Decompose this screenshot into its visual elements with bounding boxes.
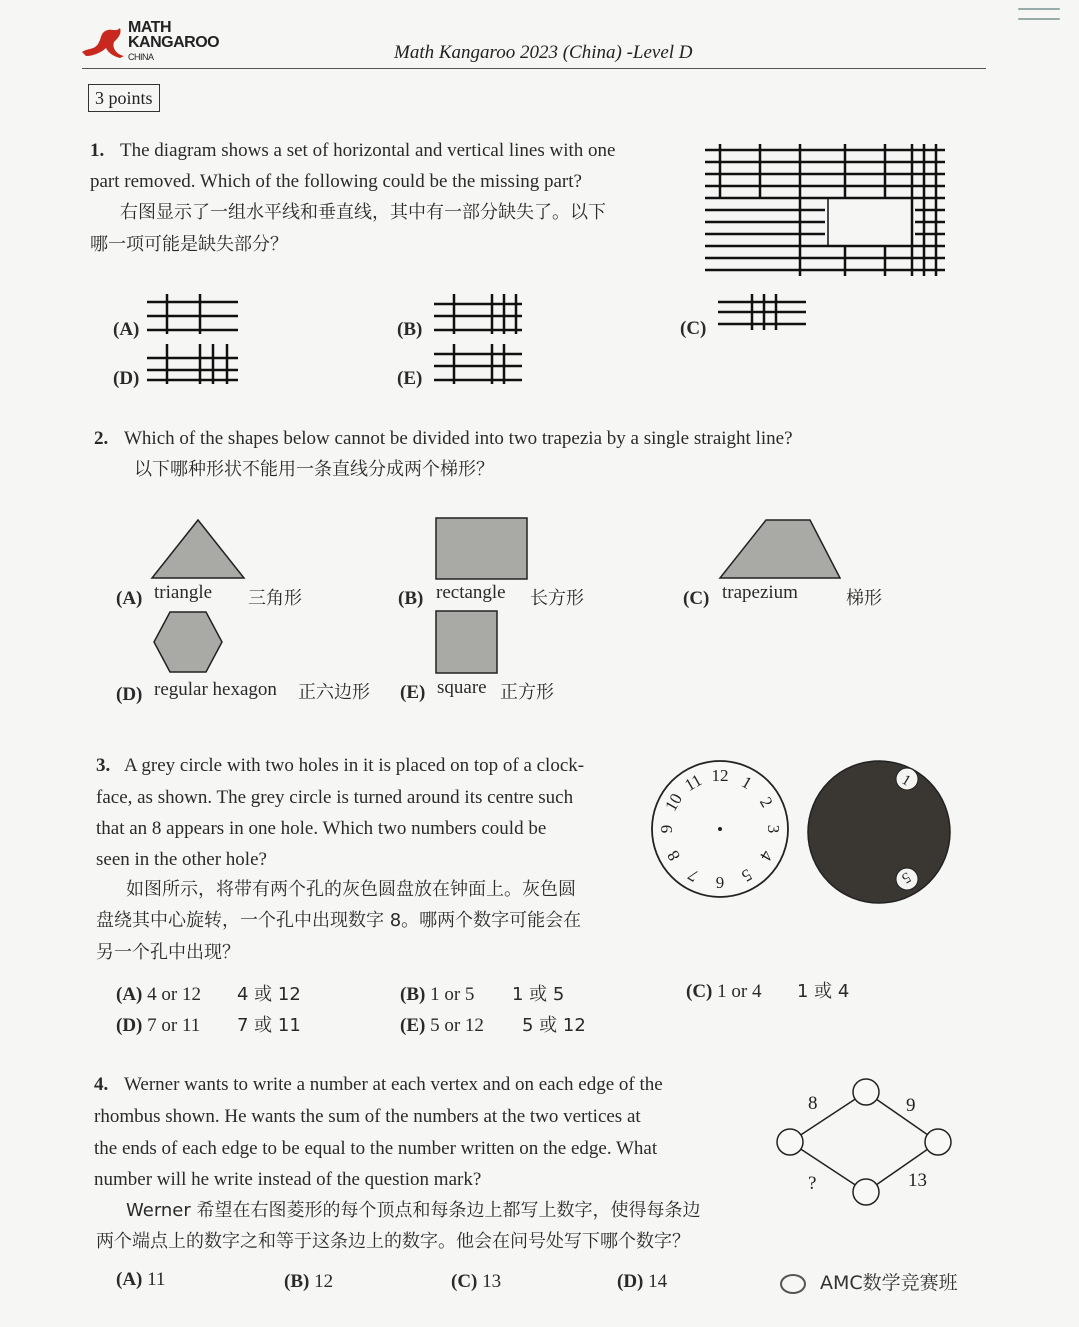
q2-option-e-cn: 正方形 bbox=[500, 682, 554, 703]
q2-text-en: Which of the shapes below cannot be divided into two trapezia by a single straight line? bbox=[124, 428, 793, 449]
square-shape bbox=[435, 610, 498, 674]
q3-text-en-2: face, as shown. The grey circle is turned around its centre such bbox=[96, 787, 574, 808]
q2-option-d-cn: 正六边形 bbox=[298, 682, 370, 703]
q4-text-en-4: number will he write instead of the question mark? bbox=[94, 1169, 482, 1190]
clock-face bbox=[650, 759, 790, 899]
vertex-right bbox=[925, 1129, 951, 1155]
q3-option-a[interactable]: (A) 4 or 12 bbox=[116, 984, 201, 1005]
q2-option-b-en: rectangle bbox=[436, 582, 506, 603]
q3-number: 3. bbox=[96, 755, 111, 776]
q3-text-en-1: A grey circle with two holes in it is placed on top of a clock- bbox=[124, 755, 585, 776]
q2-option-c-cn: 梯形 bbox=[846, 588, 882, 609]
q4-text-en-2: rhombus shown. He wants the sum of the numbers at the two vertices at bbox=[94, 1106, 641, 1127]
logo-text: MATH KANGAROO CHINA bbox=[128, 19, 220, 62]
q2-option-a-letter[interactable]: (A) bbox=[116, 588, 143, 609]
q1-grid-diagram bbox=[700, 140, 950, 280]
clock-number-12: 12 bbox=[711, 766, 729, 785]
q1-text-en-1: The diagram shows a set of horizontal and vertical lines with one bbox=[120, 140, 616, 161]
q2-option-d-en: regular hexagon bbox=[154, 679, 277, 700]
grey-disc bbox=[806, 759, 952, 905]
q3-text-cn-3: 另一个孔中出现？ bbox=[96, 942, 240, 963]
q3-text-en-3: that an 8 appears in one hole. Which two numbers could be bbox=[96, 818, 547, 839]
q1-option-b[interactable]: (B) bbox=[397, 319, 423, 340]
q3-text-cn-2: 盘绕其中心旋转，一个孔中出现数字 8。哪两个数字可能会在 bbox=[96, 910, 582, 931]
q1-option-d[interactable]: (D) bbox=[113, 368, 140, 389]
trapezium-shape bbox=[718, 518, 842, 580]
hexagon-shape bbox=[152, 610, 224, 674]
q1-option-d-figure bbox=[145, 344, 240, 384]
q4-text-en-1: Werner wants to write a number at each vertex and on each edge of the bbox=[124, 1074, 663, 1095]
q4-option-d[interactable]: (D) 14 bbox=[617, 1271, 668, 1292]
q2-option-a-cn: 三角形 bbox=[248, 588, 302, 609]
q3-text-en-4: seen in the other hole? bbox=[96, 849, 267, 870]
wechat-icon bbox=[780, 1274, 806, 1294]
q4-text-cn-1: Werner 希望在右图菱形的每个顶点和每条边上都写上数字，使得每条边 bbox=[126, 1200, 701, 1221]
vertex-top bbox=[853, 1079, 879, 1105]
q1-option-e-figure bbox=[432, 344, 524, 384]
clock-number-2: 2 bbox=[755, 793, 777, 811]
clock-number-1: 1 bbox=[738, 772, 756, 794]
page-title: Math Kangaroo 2023 (China) -Level D bbox=[394, 42, 693, 63]
q1-option-a[interactable]: (A) bbox=[113, 319, 140, 340]
watermark: AMC数学竞赛班 bbox=[780, 1268, 958, 1295]
q1-text-cn-1: 右图显示了一组水平线和垂直线，其中有一部分缺失了。以下 bbox=[120, 202, 606, 223]
q2-option-e-letter[interactable]: (E) bbox=[400, 682, 426, 703]
clock-number-4: 4 bbox=[755, 847, 777, 865]
q3-option-a-cn: 4 或 12 bbox=[237, 984, 301, 1005]
math-kangaroo-logo bbox=[80, 20, 220, 64]
q3-text-cn-1: 如图所示，将带有两个孔的灰色圆盘放在钟面上。灰色圆 bbox=[126, 879, 576, 900]
clock-center-dot bbox=[718, 827, 722, 831]
q3-option-e-cn: 5 或 12 bbox=[522, 1015, 586, 1036]
edge-label-bottom-left: ? bbox=[808, 1173, 817, 1194]
disc-hole-1-label: 1 bbox=[898, 771, 914, 790]
edge-label-top-left: 8 bbox=[808, 1093, 818, 1114]
q4-text-en-3: the ends of each edge to be equal to the number written on the edge. What bbox=[94, 1138, 658, 1159]
q2-text-cn: 以下哪种形状不能用一条直线分成两个梯形？ bbox=[134, 459, 494, 480]
q2-option-c-en: trapezium bbox=[722, 582, 798, 603]
vertex-left bbox=[777, 1129, 803, 1155]
disc-hole-2-label: 5 bbox=[898, 868, 914, 887]
vertex-bottom bbox=[853, 1179, 879, 1205]
q2-option-b-letter[interactable]: (B) bbox=[398, 588, 424, 609]
q4-option-b[interactable]: (B) 12 bbox=[284, 1271, 334, 1292]
q2-option-c-letter[interactable]: (C) bbox=[683, 588, 710, 609]
q1-number: 1. bbox=[90, 140, 105, 161]
q4-option-c[interactable]: (C) 13 bbox=[451, 1271, 502, 1292]
q3-option-b[interactable]: (B) 1 or 5 bbox=[400, 984, 475, 1005]
q1-option-a-figure bbox=[145, 294, 240, 334]
q1-text-en-2: part removed. Which of the following could be the missing part? bbox=[90, 171, 582, 192]
kangaroo-icon bbox=[80, 20, 130, 60]
triangle-shape bbox=[150, 518, 246, 580]
q2-option-d-letter[interactable]: (D) bbox=[116, 684, 143, 705]
q3-option-d[interactable]: (D) 7 or 11 bbox=[116, 1015, 201, 1036]
q3-option-e[interactable]: (E) 5 or 12 bbox=[400, 1015, 484, 1036]
q3-option-b-cn: 1 或 5 bbox=[512, 984, 565, 1005]
q4-text-cn-2: 两个端点上的数字之和等于这条边上的数字。他会在问号处写下哪个数字？ bbox=[96, 1231, 690, 1252]
points-badge: 3 points bbox=[88, 84, 160, 112]
q1-option-b-figure bbox=[432, 294, 524, 334]
q2-option-a-en: triangle bbox=[154, 582, 213, 603]
menu-icon[interactable] bbox=[1018, 8, 1060, 30]
q1-option-e[interactable]: (E) bbox=[397, 368, 423, 389]
rhombus-diagram bbox=[770, 1075, 960, 1210]
clock-number-10: 10 bbox=[661, 790, 687, 815]
edge-label-top-right: 9 bbox=[906, 1095, 916, 1116]
header-divider bbox=[82, 68, 986, 69]
clock-number-6: 6 bbox=[715, 873, 725, 892]
q1-option-c-figure bbox=[716, 294, 808, 334]
clock-number-8: 8 bbox=[663, 847, 685, 865]
edge-label-bottom-right: 13 bbox=[908, 1170, 927, 1191]
q2-number: 2. bbox=[94, 428, 109, 449]
clock-number-11: 11 bbox=[681, 770, 706, 795]
q4-number: 4. bbox=[94, 1074, 109, 1095]
q3-option-c-cn: 1 或 4 bbox=[797, 981, 850, 1002]
q3-option-d-cn: 7 或 11 bbox=[237, 1015, 301, 1036]
q3-option-c[interactable]: (C) 1 or 4 bbox=[686, 981, 762, 1002]
q1-option-c[interactable]: (C) bbox=[680, 318, 707, 339]
clock-number-9: 9 bbox=[657, 824, 676, 834]
q1-text-cn-2: 哪一项可能是缺失部分？ bbox=[90, 234, 288, 255]
q2-option-e-en: square bbox=[437, 677, 487, 698]
clock-number-5: 5 bbox=[738, 864, 756, 886]
rectangle-shape bbox=[435, 517, 528, 580]
clock-number-7: 7 bbox=[684, 864, 702, 886]
clock-number-3: 3 bbox=[764, 824, 783, 834]
q4-option-a[interactable]: (A) 11 bbox=[116, 1269, 166, 1290]
q2-option-b-cn: 长方形 bbox=[530, 588, 584, 609]
